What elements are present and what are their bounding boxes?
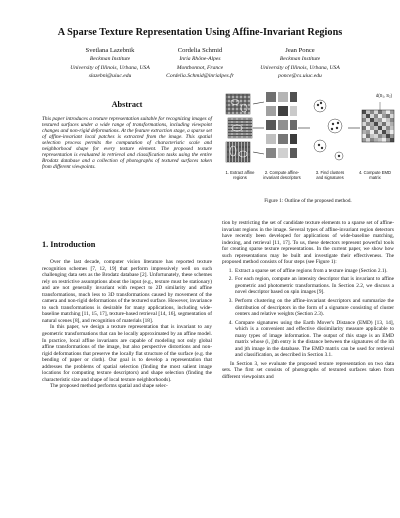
matrix-cell [362,114,366,118]
matrix-cell [362,130,366,134]
paragraph: Over the last decade, computer vision literature has reported texture recognition schemes [7, 12, 19] that perform impressively well on such challenging data sets as the Brodatz database [2]. Unfortunately, these schemes rely on restrictive assumptions about the input (e.g., texture must be stationary) and are not generally invariant with respect to 2D similarity and affine transformations, much less to 3D transformations caused by movement of the camera and non-rigid deformations of the textured surface. However, invariance to such transformations is desirable for many applications, including wide-baseline matching [11, 15, 17], texture-based retrieval [14, 16], segmentation of natural scenes [8], and recognition of materials [18]. [42,259,212,324]
author-name: Cordelia Schmid [177,47,223,54]
matrix-cell [370,130,374,134]
author-email: ponce@cs.uiuc.edu [278,73,322,80]
paragraph: tion by restricting the set of candidate texture elements to a sparse set of affine-invariant regions in the image. Several types of affine-invariant region detectors have recently been developed for applications of wide-baseline matching, indexing, and retrieval [11, 17]. To us, these detectors represent powerful tools for creating sparse texture representations. In the current paper, we show how such representations may be built and investigate their effectiveness. The proposed method consists of four steps (see Figure 1): [222,220,394,266]
figure-label-step2: 2. Compute affine- invariant descriptors [263,170,301,180]
matrix-cell [378,126,382,130]
matrix-cell [382,110,386,114]
matrix-cell [390,118,394,122]
matrix-cell [378,130,382,134]
matrix-cell [362,134,366,138]
matrix-cell [370,114,374,118]
abstract-heading: Abstract [111,100,143,109]
figure-label-step4: 4. Compute EMD matrix [358,170,392,180]
matrix-cell [374,114,378,118]
matrix-cell [374,118,378,122]
matrix-cell [386,118,390,122]
list-item: 4. Compare signatures using the Earth Mover's Distance (EMD) [13, 14], which is a convenient and effective dissimilarity measure applicable to many types of image information. The output of this stage is an EMD matrix whose (i, j)th entry is the distance between the signatures of the ith and jth image in the database. The EMD matrix can be used for retrieval and classification, as described in Section 3.1. [234,320,394,359]
right-column-body [222,220,394,381]
matrix-cell [390,122,394,126]
cluster-signatures [314,100,343,160]
matrix-cell [374,126,378,130]
matrix-cell [378,134,382,138]
matrix-cell [374,138,378,142]
matrix-cell [366,114,370,118]
matrix-cell [378,114,382,118]
matrix-cell [374,110,378,114]
matrix-cell [374,134,378,138]
author-block [230,47,370,81]
author-affiliation: Beckman Institute [279,56,321,63]
matrix-cell [390,130,394,134]
author-institution: University of Illinois, Urbana, USA [260,64,340,71]
matrix-cell [378,138,382,142]
matrix-cell [370,138,374,142]
author-email: slazebni@uiuc.edu [88,73,132,80]
figure-label-step1: 1. Extract affine regions [225,170,255,180]
matrix-cell [386,138,390,142]
matrix-cell [382,122,386,126]
paragraph: The proposed method performs spatial and shape selec- [50,383,168,390]
author-email: Cordelia.Schmid@inrialpes.fr [166,73,234,80]
matrix-cell [386,114,390,118]
matrix-cell [378,110,382,114]
matrix-cell [382,118,386,122]
matrix-cell [370,134,374,138]
matrix-cell [390,110,394,114]
author-affiliation: Beckman Institute [89,56,131,63]
texture-image-stack [226,94,252,162]
list-item: 1. Extract a sparse set of affine regions from a texture image (Section 2.1). [234,268,394,275]
figure-1 [220,84,396,199]
descriptor-patches [266,92,297,158]
matrix-cell [366,138,370,142]
matrix-cell [366,130,370,134]
matrix-cell [390,126,394,130]
list-item: 3. Perform clustering on the affine-invariant descriptors and summarize the distribution of descriptors in the form of a signature consisting of cluster centers and relative weights (Section 2.3). [234,298,394,318]
list-item: 2. For each region, compute an intensity descriptor that is invariant to affine geometric and photometric transformations. In Section 2.2, we discuss a novel descriptor based on spin images [9]. [234,276,394,296]
matrix-cell [370,118,374,122]
figure-caption: Figure 1: Outline of the proposed method. [264,198,352,204]
paper-title: A Sparse Texture Representation Using Affine-Invariant Regions [57,27,343,38]
matrix-cell [362,122,366,126]
matrix-cell [390,138,394,142]
paragraph: In this paper, we design a texture representation that is invariant to any geometric transformations that can be locally approximated by an affine model. In practice, local affine invariants are capable of modeling not only global affine transformations of the image, but also perspective distortions and non-rigid deformations that preserve the locally flat structure of the surface (e.g. the bending of paper or cloth). Our goal is to develop a representation that addresses the problems of spatial selection (finding the most salient image locations for computing texture descriptors) and shape selection (finding the characteristic size and shape of local texture neighborhoods). [42,324,212,383]
matrix-cell [374,130,378,134]
matrix-cell [366,122,370,126]
matrix-cell [382,138,386,142]
matrix-cell [382,134,386,138]
matrix-cell [386,126,390,130]
matrix-cell [366,118,370,122]
matrix-cell [362,126,366,130]
matrix-cell [374,122,378,126]
matrix-cell [390,114,394,118]
author-affiliation: Inria Rhône-Alpes [179,56,221,63]
matrix-cell [370,126,374,130]
matrix-cell [378,118,382,122]
author-institution: Montbonnot, France [176,64,224,71]
matrix-cell [366,134,370,138]
matrix-cell [366,110,370,114]
matrix-cell [362,118,366,122]
matrix-cell [382,126,386,130]
matrix-cell [362,110,366,114]
matrix-cell [366,126,370,130]
author-institution: University of Illinois, Urbana, USA [70,64,150,71]
matrix-cell [382,130,386,134]
section-heading: 1. Introduction [42,240,96,249]
matrix-cell [370,110,374,114]
paragraph: In Section 3, we evaluate the proposed texture representation on two data sets. The first set consists of photographs of textured surfaces taken from different viewpoints and [222,360,394,381]
matrix-cell [378,122,382,126]
left-column-body [42,259,212,390]
matrix-cell [386,110,390,114]
matrix-cell [362,138,366,142]
matrix-cell [370,122,374,126]
matrix-cell [386,130,390,134]
method-steps-list [222,268,394,359]
author-name: Jean Ponce [285,47,315,54]
figure-label-distance: d(S₁, S₂) [375,93,393,98]
emd-matrix [362,110,394,142]
matrix-cell [382,114,386,118]
matrix-cell [386,134,390,138]
abstract-text: This paper introduces a texture representation suitable for recognizing images of textured surfaces under a wide range of transformations, including viewpoint changes and non-rigid deformations. At the feature extraction stage, a sparse set of affine-invariant local patches is extracted from the image. This spatial selection process permits the computation of characteristic scale and neighborhood shape for every texture element. The proposed texture representation is evaluated in retrieval and classification tasks using the entire Brodatz database and a collection of photographs of textured surfaces taken from different viewpoints. [42,116,212,171]
figure-label-step3: 3. Find clusters and signatures [315,170,345,180]
matrix-cell [390,134,394,138]
matrix-cell [386,122,390,126]
figure-1-diagram [220,84,396,199]
author-name: Svetlana Lazebnik [85,47,135,54]
